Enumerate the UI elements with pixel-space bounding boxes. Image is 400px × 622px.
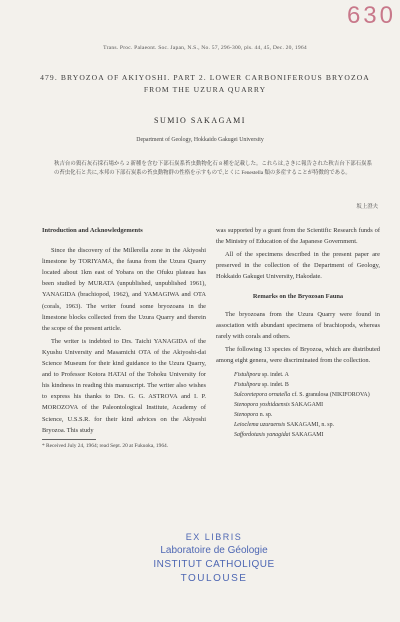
stamp-laboratory: Laboratoire de Géologie [160,545,268,556]
species-name: Stenopora [234,412,259,419]
stamp-institute: INSTITUT CATHOLIQUE [153,559,275,570]
paper-title [40,72,370,96]
species-suffix: SAKAGAMI [291,432,324,439]
list-item [234,420,380,430]
species-name: Sulcoretepora ornatella [234,392,291,399]
species-suffix: SAKAGAMI, n. sp. [286,422,334,429]
title-text: BRYOZOA OF AKIYOSHI. PART 2. LOWER CARBONIFEROUS BRYOZOA FROM THE UZURA QUARRY [60,73,370,94]
species-name: Leioclema uzuraensis [234,422,286,429]
title-number: 479. [40,73,58,82]
paragraph: All of the specimens described in the present paper are preserved in the collection of the Department of Geology, Hokkaido Gakugei University, Hakodate. [216,251,380,281]
species-name: Fistulipora [234,372,261,379]
left-column [42,225,206,551]
species-suffix: SAKAGAMI [291,402,324,409]
section-heading-remarks: Remarks on the Bryozoan Fauna [252,293,344,301]
species-name: Stenopora yoshidaensis [234,402,290,409]
paragraph: The following 13 species of Bryozoa, which are distributed among eight genera, were discriminated from the collection. [216,345,380,364]
page-number: 630 [346,2,396,29]
library-stamp [104,530,324,610]
species-name: Fistulipora [234,382,261,389]
japanese-abstract: 秋吉台の鶉石灰石採石場から 2 新種を含む下部石炭系苔虫動物化石 8 種を記載した。これらは,さきに報告された秋吉台下部石炭系の苔虫化石と共に,本邦の下部石炭系の苔虫動物群の性格を示すもので,とくに Fenestella 類の多産することが特徴的である。 [54,161,372,176]
japanese-abstract-author: 坂上澄夫 [356,204,378,210]
list-item [234,410,380,420]
section-heading-introduction: Introduction and Acknowledgements [42,227,143,234]
paragraph: The writer is indebted to Drs. Taichi YANAGIDA of the Kyushu University and Masamichi OTA of the Akiyoshi-dai Science Museum for their kind guidance to the Uzura Quarry, and to Professor Kotora HATAI of the Tohoku University for his kindness in reading this manuscript. The writer also wishes to express his thanks to Drs. G. G. ASTROVA and I. P. MOROZOVA of the Paleontological Institute, Academy of Science, U.S.S.R. for their kind advices on the Akiyoshi Bryozoa. This study [42,337,206,434]
species-suffix: n. sp. [259,412,273,419]
footnote: * Received July 24, 1964; read Sept. 20 at Fukuoka, 1964. [42,442,169,449]
list-item [234,430,380,440]
species-suffix: sp. indet. B [262,382,289,389]
journal-citation: Trans. Proc. Palaeont. Soc. Japan, N.S., No. 57, 296-300, pls. 44, 45, Dec. 20, 1964 [103,45,307,51]
paragraph: The bryozoans from the Uzura Quarry were found in association with abundant specimens of brachiopods, whereas rarely with corals and others. [216,310,380,340]
footnote-divider [42,439,96,440]
list-item [234,380,380,390]
stamp-ex-libris: EX LIBRIS [185,532,243,542]
species-list [216,370,380,440]
list-item [234,390,380,400]
author-name: SUMIO SAKAGAMI [154,116,246,125]
paragraph: Since the discovery of the Millerella zone in the Akiyoshi limestone by TORIYAMA, the fauna from the Uzura Quarry located about 1km east of Yobara on the Ofuku plateau has been studied by MURATA (unpublished, unpublished 1961), YANAGIDA (brachiopod, 1962), and YAMAGIWA and OTA (corals, 1963). The writer found some bryozoans in the limestone blocks collected from the Uzura Quarry and therein the scope of the present article. [42,247,206,332]
species-suffix: cf. S. granulosa (NIKIFOROVA) [291,392,370,399]
list-item [234,400,380,410]
right-column [216,225,380,555]
stamp-city: TOULOUSE [180,573,248,584]
paragraph: was supported by a grant from the Scientific Research funds of the Ministry of Education of the Japanese Government. [216,227,380,246]
author-affiliation: Department of Geology, Hokkaido Gakugei University [136,137,264,143]
species-name: Saffordotaxis yanagidai [234,432,291,439]
species-suffix: sp. indet. A [262,372,289,379]
list-item [234,370,380,380]
